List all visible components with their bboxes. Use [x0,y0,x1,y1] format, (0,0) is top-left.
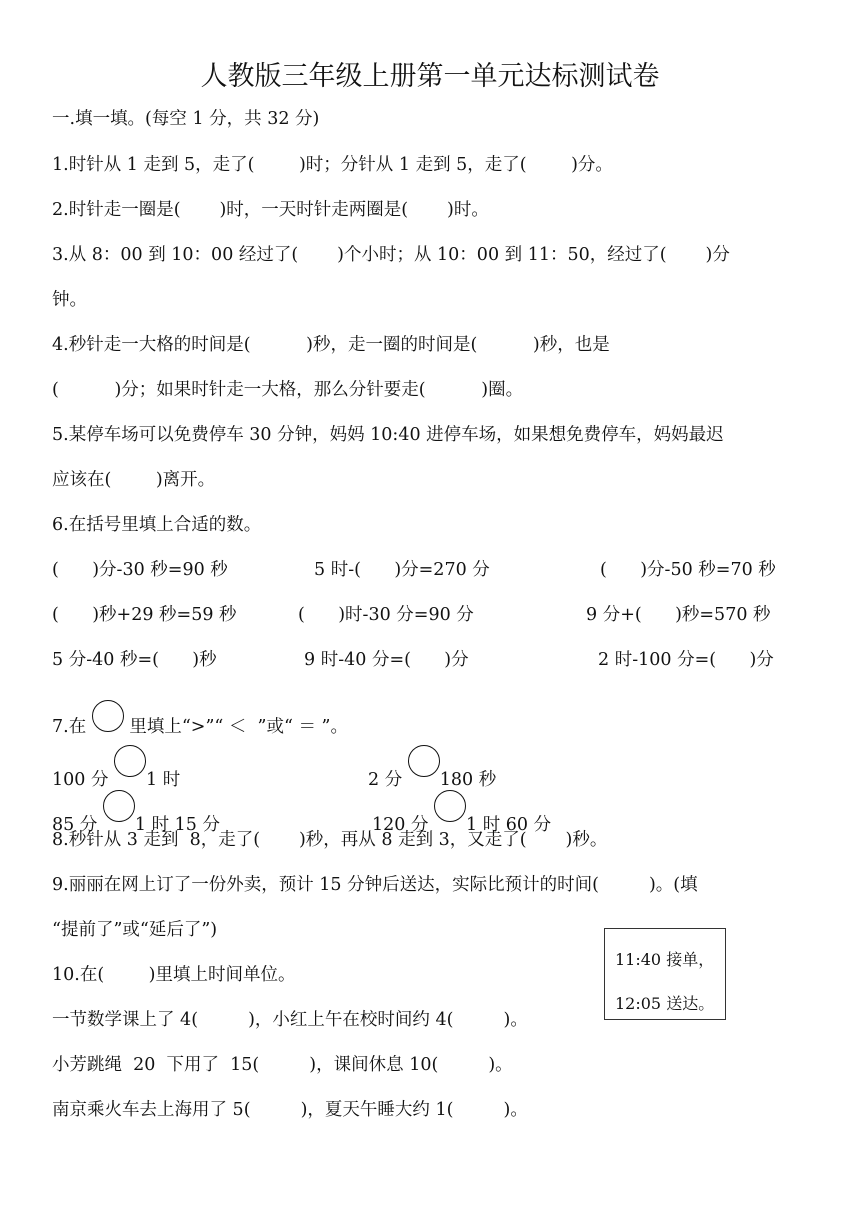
box-line-2: 12:05 送达。 [615,994,715,1013]
delivery-time-box [604,928,726,1020]
question-2: 2.时针走一圈是( )时，一天时针走两圈是( )时。 [52,200,489,220]
compare-circle[interactable] [103,790,135,822]
q6-item: ( )秒+29 秒=59 秒 [52,605,237,625]
question-5: 5.某停车场可以免费停车 30 分钟，妈妈 10:40 进停车场，如果想免费停车，妈妈最迟 [52,425,724,445]
circle-icon [92,700,124,732]
q6-item: ( )时-30 分=90 分 [298,605,474,625]
q6-item: 5 分-40 秒=( )秒 [52,650,217,670]
question-4-cont: ( )分；如果时针走一大格，那么分针要走( )圈。 [52,380,524,400]
q7-suffix: 里填上“>”“ ＜ ”或“ ＝ ”。 [123,717,348,737]
question-8: 8.秒针从 3 走到 8，走了( )秒，再从 8 走到 3，又走了( )秒。 [52,830,608,850]
q6-item: 5 时-( )分=270 分 [314,560,490,580]
q7-prefix: 7.在 [52,717,92,737]
compare-circle[interactable] [114,745,146,777]
q7-right: 180 秒 [439,770,497,790]
q7-left: 85 分 [52,815,103,835]
question-10-line-3: 南京乘火车去上海用了 5( )，夏天午睡大约 1( )。 [52,1100,528,1120]
question-9: 9.丽丽在网上订了一份外卖，预计 15 分钟后送达，实际比预计的时间( )。(填 [52,875,698,895]
section-heading: 一.填一填。(每空 1 分，共 32 分) [52,109,320,129]
q7-right: 1 时 [146,770,181,790]
question-3-cont: 钟。 [52,290,87,310]
compare-circle[interactable] [408,745,440,777]
question-10-line-1: 一节数学课上了 4( )，小红上午在校时间约 4( )。 [52,1010,528,1030]
q7-right: 1 时 15 分 [134,815,220,835]
q7-left: 100 分 [52,770,115,790]
q7-left: 2 分 [368,770,408,790]
q6-item: 9 分+( )秒=570 秒 [586,605,771,625]
question-7 [52,700,348,738]
question-9-cont: “提前了”或“延后了”) [52,920,218,940]
question-5-cont: 应该在( )离开。 [52,470,216,490]
question-1: 1.时针从 1 走到 5，走了( )时；分针从 1 走到 5，走了( )分。 [52,155,613,175]
q7-compare-2 [368,745,496,791]
question-6: 6.在括号里填上合适的数。 [52,515,262,535]
q6-item: 2 时-100 分=( )分 [598,650,774,670]
q7-left: 120 分 [372,815,435,835]
q7-compare-1 [52,745,180,791]
box-line-1: 11:40 接单， [615,950,715,969]
q6-item: 9 时-40 分=( )分 [304,650,469,670]
q7-right: 1 时 60 分 [466,815,552,835]
question-4: 4.秒针走一大格的时间是( )秒，走一圈的时间是( )秒，也是 [52,335,610,355]
question-3: 3.从 8：00 到 10：00 经过了( )个小时；从 10：00 到 11：50，经过了( )分 [52,245,730,265]
q6-item: ( )分-30 秒=90 秒 [52,560,228,580]
page-title: 人教版三年级上册第一单元达标测试卷 [200,61,660,92]
q6-item: ( )分-50 秒=70 秒 [600,560,776,580]
compare-circle[interactable] [434,790,466,822]
question-10-line-2: 小芳跳绳 20 下用了 15( )，课间休息 10( )。 [52,1055,513,1075]
question-10: 10.在( )里填上时间单位。 [52,965,296,985]
